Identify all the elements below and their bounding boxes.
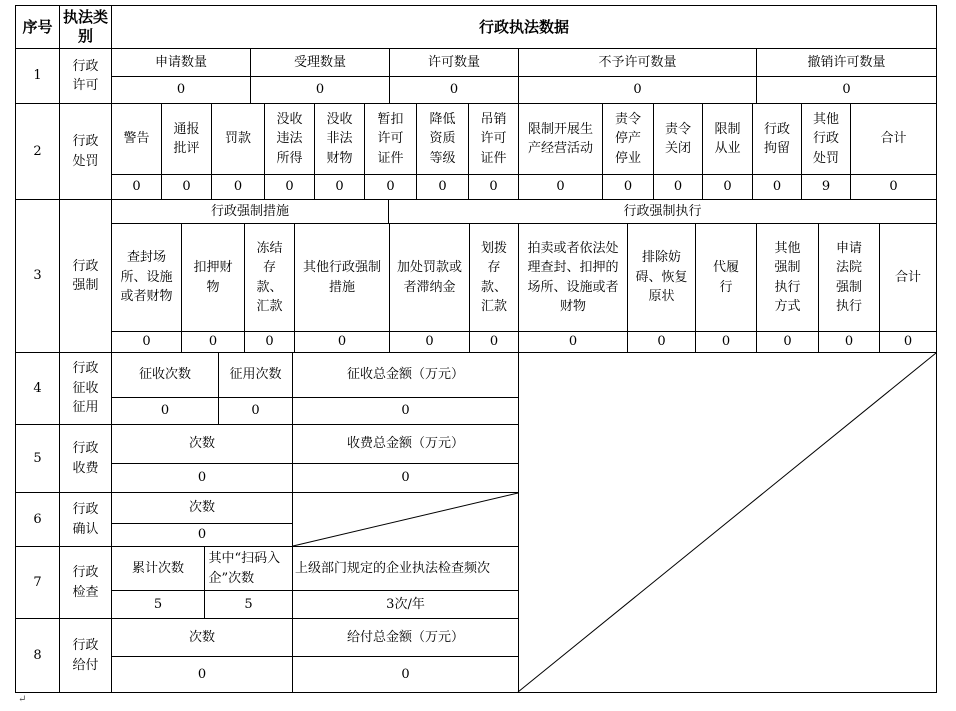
header-category: 执法类别 (59, 5, 112, 49)
row5-name: 行政收费 (59, 424, 112, 493)
row4-header-requisition-count: 征用次数 (218, 352, 293, 398)
row4-value-collect-count: 0 (111, 397, 219, 425)
r2-header-cell: 其他行政处罚 (801, 103, 851, 175)
r3-value-cell: 0 (294, 331, 390, 353)
r2-value-cell: 0 (314, 174, 365, 200)
r3-header-cell: 其他强制执行方式 (756, 223, 819, 332)
row8-header-total-amount: 给付总金额（万元） (292, 618, 519, 657)
row1-no: 1 (15, 48, 60, 104)
row7-header-inspection-frequency: 上级部门规定的企业执法检查频次 (292, 546, 519, 591)
r1-header-cell: 受理数量 (250, 48, 390, 77)
r2-header-cell: 罚款 (211, 103, 265, 175)
row4-header-total-amount: 征收总金额（万元） (292, 352, 519, 398)
r3-header-cell: 加处罚款或者滞纳金 (389, 223, 470, 332)
row5-header-total-amount: 收费总金额（万元） (292, 424, 519, 464)
r1-value-cell: 0 (518, 76, 757, 104)
row7-value-total-count: 5 (111, 590, 205, 619)
r3-header-cell: 冻结存款、汇款 (244, 223, 295, 332)
r2-value-cell: 9 (801, 174, 851, 200)
r3-header-cell: 扣押财物 (181, 223, 245, 332)
r2-header-cell: 限制从业 (702, 103, 753, 175)
r2-value-cell: 0 (602, 174, 654, 200)
r2-header-cell: 限制开展生产经营活动 (518, 103, 603, 175)
row4-value-requisition-count: 0 (218, 397, 293, 425)
r3-header-cell: 查封场所、设施或者财物 (111, 223, 182, 332)
r3-header-cell: 代履行 (695, 223, 757, 332)
r3-value-cell: 0 (756, 331, 819, 353)
r2-header-cell: 责令关闭 (653, 103, 703, 175)
r2-value-cell: 0 (211, 174, 265, 200)
r3-header-cell: 排除妨碍、恢复原状 (627, 223, 696, 332)
row5-value-total-amount: 0 (292, 463, 519, 493)
row5-no: 5 (15, 424, 60, 493)
row7-header-scan-count: 其中“扫码入企”次数 (204, 546, 293, 591)
r2-value-cell: 0 (161, 174, 212, 200)
r2-header-cell: 暂扣许可证件 (364, 103, 417, 175)
r3-value-cell: 0 (389, 331, 470, 353)
table-title: 行政执法数据 (111, 5, 937, 49)
row4-no: 4 (15, 352, 60, 425)
r3-header-cell: 其他行政强制措施 (294, 223, 390, 332)
row5-header-count: 次数 (111, 424, 293, 464)
r2-header-cell: 行政拘留 (752, 103, 802, 175)
r3-value-cell: 0 (244, 331, 295, 353)
r3-value-cell: 0 (879, 331, 937, 353)
row6-name: 行政确认 (59, 492, 112, 547)
r2-header-cell: 吊销许可证件 (468, 103, 519, 175)
r2-value-cell: 0 (518, 174, 603, 200)
row2-name: 行政处罚 (59, 103, 112, 200)
row8-value-count: 0 (111, 656, 293, 693)
paragraph-mark-icon: ↵ (18, 694, 27, 705)
r2-value-cell: 0 (416, 174, 469, 200)
row5-value-count: 0 (111, 463, 293, 493)
r1-header-cell: 申请数量 (111, 48, 251, 77)
r1-value-cell: 0 (250, 76, 390, 104)
r3-header-cell: 拍卖或者依法处理查封、扣押的场所、设施或者财物 (518, 223, 628, 332)
row4-header-collect-count: 征收次数 (111, 352, 219, 398)
r3-value-cell: 0 (181, 331, 245, 353)
row8-no: 8 (15, 618, 60, 693)
row8-name: 行政给付 (59, 618, 112, 693)
r3-value-cell: 0 (518, 331, 628, 353)
r3-header-cell: 划拨存款、汇款 (469, 223, 519, 332)
row4-name: 行政征收征用 (59, 352, 112, 425)
r3-value-cell: 0 (627, 331, 696, 353)
r2-value-cell: 0 (364, 174, 417, 200)
r3-header-cell: 合计 (879, 223, 937, 332)
r3-value-cell: 0 (695, 331, 757, 353)
header-no: 序号 (15, 5, 60, 49)
r3-value-cell: 0 (469, 331, 519, 353)
row6-value-count: 0 (111, 523, 293, 547)
row8-header-count: 次数 (111, 618, 293, 657)
r1-value-cell: 0 (389, 76, 519, 104)
row7-value-scan-count: 5 (204, 590, 293, 619)
r2-header-cell: 通报批评 (161, 103, 212, 175)
r2-header-cell: 警告 (111, 103, 162, 175)
r2-value-cell: 0 (850, 174, 937, 200)
r2-header-cell: 责令停产停业 (602, 103, 654, 175)
r2-header-cell: 降低资质等级 (416, 103, 469, 175)
r1-header-cell: 撤销许可数量 (756, 48, 937, 77)
r1-header-cell: 不予许可数量 (518, 48, 757, 77)
blank-diagonal-area (518, 352, 937, 693)
r2-header-cell: 没收违法所得 (264, 103, 315, 175)
r1-value-cell: 0 (111, 76, 251, 104)
row3-name: 行政强制 (59, 199, 112, 353)
row2-no: 2 (15, 103, 60, 200)
row4-value-total-amount: 0 (292, 397, 519, 425)
r3-value-cell: 0 (818, 331, 880, 353)
group-coercive-measures: 行政强制措施 (111, 199, 389, 224)
row3-no: 3 (15, 199, 60, 353)
r2-value-cell: 0 (752, 174, 802, 200)
group-coercive-enforcement: 行政强制执行 (388, 199, 937, 224)
row8-value-total-amount: 0 (292, 656, 519, 693)
r1-header-cell: 许可数量 (389, 48, 519, 77)
r2-value-cell: 0 (468, 174, 519, 200)
row6-header-count: 次数 (111, 492, 293, 524)
row7-no: 7 (15, 546, 60, 619)
r2-header-cell: 没收非法财物 (314, 103, 365, 175)
r2-header-cell: 合计 (850, 103, 937, 175)
r3-value-cell: 0 (111, 331, 182, 353)
row7-header-total-count: 累计次数 (111, 546, 205, 591)
r2-value-cell: 0 (702, 174, 753, 200)
r1-value-cell: 0 (756, 76, 937, 104)
row6-blank-cell (292, 492, 519, 547)
r2-value-cell: 0 (653, 174, 703, 200)
r2-value-cell: 0 (264, 174, 315, 200)
row7-name: 行政检查 (59, 546, 112, 619)
row6-no: 6 (15, 492, 60, 547)
r2-value-cell: 0 (111, 174, 162, 200)
row1-name: 行政许可 (59, 48, 112, 104)
r3-header-cell: 申请法院强制执行 (818, 223, 880, 332)
row7-value-inspection-frequency: 3次/年 (292, 590, 519, 619)
